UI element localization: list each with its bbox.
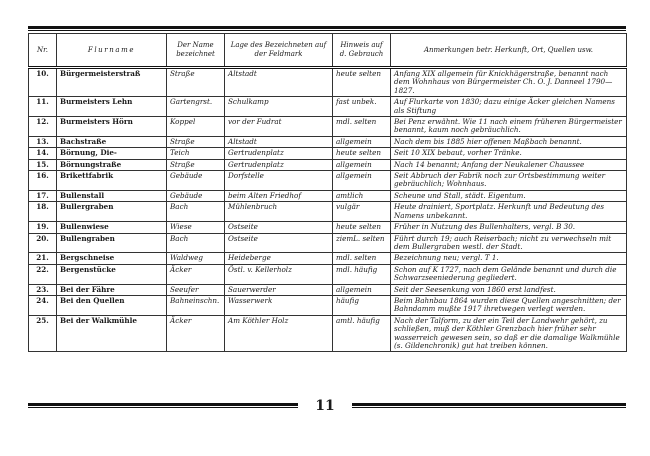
cell-lage: Altstadt — [225, 68, 333, 97]
table-row — [29, 136, 627, 147]
cell-bezeichnet: Straße — [167, 68, 225, 97]
cell-anmerkungen: Früher in Nutzung des Bullenhalters, vergl. B 30. — [391, 222, 627, 233]
cell-hinweis: mdl. häufig — [333, 264, 391, 284]
table-row — [29, 97, 627, 117]
page-number: 11 — [315, 398, 335, 414]
cell-flurname: Bergschneise — [57, 253, 167, 264]
table-row — [29, 315, 627, 352]
cell-anmerkungen: Bei Penz erwähnt. Wie 11 nach einem früheren Bürgermeister benannt, kaum noch gebräuchlich. — [391, 117, 627, 137]
cell-bezeichnet: Bach — [167, 202, 225, 222]
cell-hinweis: allgemein — [333, 159, 391, 170]
table-header-row — [29, 34, 627, 68]
header-anmerkungen: Anmerkungen betr. Herkunft, Ort, Quellen usw. — [391, 34, 627, 68]
cell-lage: vor der Fudrat — [225, 117, 333, 137]
cell-bezeichnet: Gebäude — [167, 190, 225, 201]
header-flurname: Flurname — [57, 34, 167, 68]
cell-anmerkungen: Seit Abbruch der Fabrik noch zur Ortsbestimmung weiter gebräuchlich; Wohnhaus. — [391, 171, 627, 191]
header-lage: Lage des Bezeichneten auf der Feldmark — [225, 34, 333, 68]
top-rule-thin — [28, 30, 626, 31]
bottom-rule-left-thick — [28, 403, 298, 406]
cell-flurname: Bergenstücke — [57, 264, 167, 284]
cell-hinweis: heute selten — [333, 68, 391, 97]
header-hinweis: Hinweis auf d. Gebrauch — [333, 34, 391, 68]
cell-hinweis: allgemein — [333, 136, 391, 147]
table-row — [29, 253, 627, 264]
table-row — [29, 295, 627, 315]
cell-bezeichnet: Äcker — [167, 264, 225, 284]
cell-flurname: Bullenwiese — [57, 222, 167, 233]
cell-bezeichnet: Koppel — [167, 117, 225, 137]
cell-flurname: Bullergraben — [57, 202, 167, 222]
cell-nr: 25. — [29, 315, 57, 352]
cell-lage: beim Alten Friedhof — [225, 190, 333, 201]
cell-flurname: Brikettfabrik — [57, 171, 167, 191]
cell-flurname: Burmeisters Lehn — [57, 97, 167, 117]
cell-nr: 22. — [29, 264, 57, 284]
table-row — [29, 190, 627, 201]
cell-nr: 16. — [29, 171, 57, 191]
cell-flurname: Bei den Quellen — [57, 295, 167, 315]
cell-lage: Sauerwerder — [225, 284, 333, 295]
cell-nr: 20. — [29, 233, 57, 253]
table-row — [29, 159, 627, 170]
cell-lage: Mühlenbruch — [225, 202, 333, 222]
cell-lage: Östl. v. Kellerholz — [225, 264, 333, 284]
cell-bezeichnet: Waldweg — [167, 253, 225, 264]
cell-lage: Altstadt — [225, 136, 333, 147]
cell-lage: Heideberge — [225, 253, 333, 264]
cell-flurname: Burmeisters Hörn — [57, 117, 167, 137]
cell-anmerkungen: Bezeichnung neu; vergl. T 1. — [391, 253, 627, 264]
cell-lage: Am Köthler Holz — [225, 315, 333, 352]
cell-anmerkungen: Nach dem bis 1885 hier offenen Maßbach benannt. — [391, 136, 627, 147]
cell-bezeichnet: Bahneinschn. — [167, 295, 225, 315]
table-row — [29, 171, 627, 191]
cell-anmerkungen: Anfang XIX allgemein für Knickhägerstraße, benannt nach dem Wohnhaus von Bürgermeister Ch. O. J. Danneel 1790—1827. — [391, 68, 627, 97]
bottom-rule-left-thin — [28, 407, 298, 408]
table-row — [29, 222, 627, 233]
table-row — [29, 264, 627, 284]
cell-nr: 17. — [29, 190, 57, 201]
field-names-table — [28, 33, 627, 352]
table-row — [29, 233, 627, 253]
cell-hinweis: ziemL. selten — [333, 233, 391, 253]
table-row — [29, 68, 627, 97]
cell-flurname: Börnungstraße — [57, 159, 167, 170]
cell-anmerkungen: Nach der Talform, zu der ein Teil der Landwehr gehört, zu schließen, muß der Köthler Grenzbach hier früher sehr wasserreich gewesen sein, so daß er die damalige Walkmühle (s. Gildenchronik) gut hat treiben können. — [391, 315, 627, 352]
cell-hinweis: vulgär — [333, 202, 391, 222]
header-nr: Nr. — [29, 34, 57, 68]
cell-hinweis: heute selten — [333, 222, 391, 233]
cell-nr: 18. — [29, 202, 57, 222]
cell-hinweis: häufig — [333, 295, 391, 315]
cell-bezeichnet: Äcker — [167, 315, 225, 352]
cell-flurname: Börnung, Die- — [57, 148, 167, 159]
cell-hinweis: allgemein — [333, 171, 391, 191]
bottom-rule-right-thick — [352, 403, 626, 406]
cell-hinweis: mdl. selten — [333, 117, 391, 137]
cell-bezeichnet: Gebäude — [167, 171, 225, 191]
cell-bezeichnet: Seeufer — [167, 284, 225, 295]
cell-flurname: Bei der Walkmühle — [57, 315, 167, 352]
cell-bezeichnet: Bach — [167, 233, 225, 253]
cell-nr: 14. — [29, 148, 57, 159]
cell-hinweis: mdl. selten — [333, 253, 391, 264]
cell-lage: Ostseite — [225, 222, 333, 233]
cell-nr: 12. — [29, 117, 57, 137]
cell-nr: 15. — [29, 159, 57, 170]
cell-bezeichnet: Teich — [167, 148, 225, 159]
cell-flurname: Bei der Fähre — [57, 284, 167, 295]
cell-hinweis: fast unbek. — [333, 97, 391, 117]
cell-flurname: Bürgermeisterstraß — [57, 68, 167, 97]
cell-hinweis: amtlich — [333, 190, 391, 201]
cell-nr: 24. — [29, 295, 57, 315]
cell-lage: Gertrudenplatz — [225, 148, 333, 159]
cell-lage: Wasserwerk — [225, 295, 333, 315]
cell-anmerkungen: Führt durch 19; auch Reiserbach; nicht zu verwechseln mit dem Bullergraben westl. der Stadt. — [391, 233, 627, 253]
cell-lage: Dorfstelle — [225, 171, 333, 191]
table-row — [29, 202, 627, 222]
cell-nr: 13. — [29, 136, 57, 147]
cell-anmerkungen: Heute drainiert, Sportplatz. Herkunft und Bedeutung des Namens unbekannt. — [391, 202, 627, 222]
cell-anmerkungen: Seit 10 XIX bebaut, vorher Tränke. — [391, 148, 627, 159]
cell-flurname: Bullenstall — [57, 190, 167, 201]
cell-anmerkungen: Seit der Seesenkung von 1860 erst landfest. — [391, 284, 627, 295]
cell-anmerkungen: Scheune und Stall, städt. Eigentum. — [391, 190, 627, 201]
cell-bezeichnet: Gartengrst. — [167, 97, 225, 117]
cell-anmerkungen: Schon auf K 1727, nach dem Gelände benannt und durch die Schwarzseeniederung gegliedert. — [391, 264, 627, 284]
top-rule-thick — [28, 26, 626, 29]
cell-flurname: Bachstraße — [57, 136, 167, 147]
cell-hinweis: amtl. häufig — [333, 315, 391, 352]
cell-hinweis: allgemein — [333, 284, 391, 295]
cell-nr: 11. — [29, 97, 57, 117]
cell-bezeichnet: Wiese — [167, 222, 225, 233]
cell-bezeichnet: Straße — [167, 159, 225, 170]
cell-nr: 10. — [29, 68, 57, 97]
cell-anmerkungen: Beim Bahnbau 1864 wurden diese Quellen angeschnitten; der Bahndamm mußte 1917 ihretwegen verlegt werden. — [391, 295, 627, 315]
cell-lage: Gertrudenplatz — [225, 159, 333, 170]
cell-bezeichnet: Straße — [167, 136, 225, 147]
cell-hinweis: heute selten — [333, 148, 391, 159]
cell-nr: 21. — [29, 253, 57, 264]
bottom-rule-right-thin — [352, 407, 626, 408]
table-row — [29, 284, 627, 295]
table-row — [29, 117, 627, 137]
cell-lage: Schulkamp — [225, 97, 333, 117]
cell-anmerkungen: Nach 14 benannt; Anfang der Neukalener Chaussee — [391, 159, 627, 170]
header-bezeichnet: Der Name bezeichnet — [167, 34, 225, 68]
table-body — [29, 68, 627, 352]
cell-lage: Ostseite — [225, 233, 333, 253]
table-row — [29, 148, 627, 159]
cell-flurname: Bullengraben — [57, 233, 167, 253]
cell-nr: 19. — [29, 222, 57, 233]
cell-anmerkungen: Auf Flurkarte von 1830; dazu einige Äcker gleichen Namens als Stiftung — [391, 97, 627, 117]
cell-nr: 23. — [29, 284, 57, 295]
